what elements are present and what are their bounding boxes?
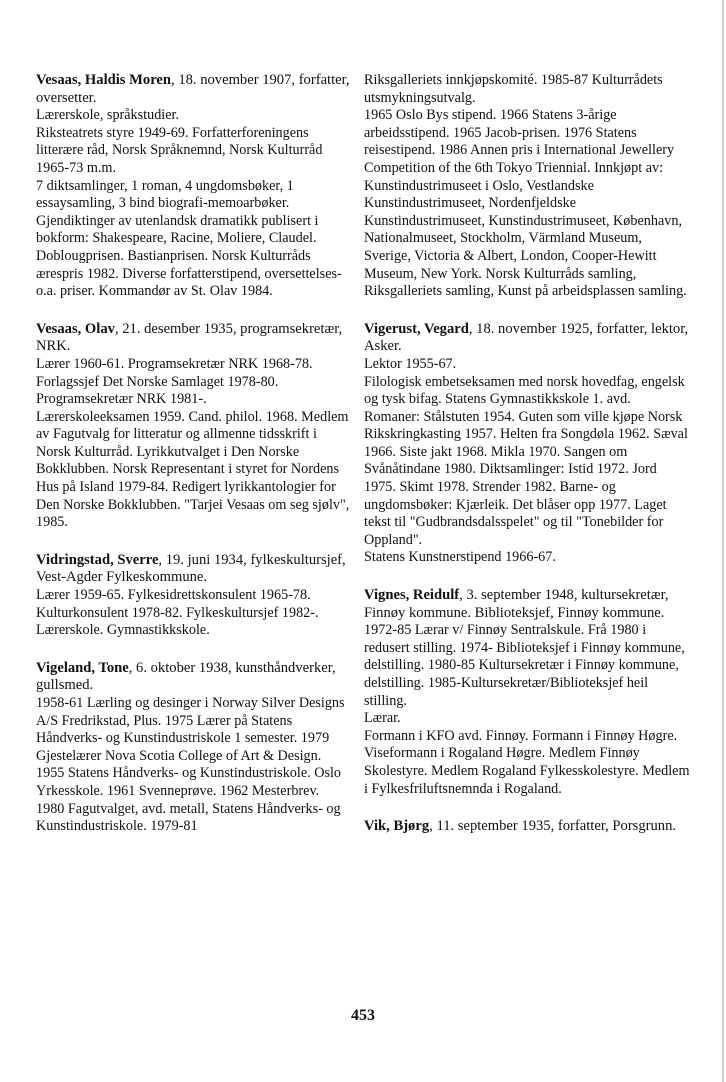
- biography-entry: [36, 321, 354, 532]
- biography-entry: [36, 72, 354, 301]
- person-name: Vigerust, Vegard: [364, 320, 469, 337]
- person-name: Vik, Bjørg: [364, 818, 430, 835]
- biography-entry: [364, 818, 690, 836]
- entry-heading: [364, 818, 690, 836]
- entry-paragraph: Lærerskole. Gymnastikkskole.: [36, 622, 210, 639]
- entry-heading-details: , 6. oktober 1938, kunsthåndverker, gullsmed.: [36, 659, 336, 694]
- entry-paragraph: 7 diktsamlinger, 1 roman, 4 ungdomsbøker, 1 essaysamling, 3 bind biografi-memoarbøker. Gjendiktinger av utenlandsk dramatikk publisert i bokform: Shakespeare, Racine, Moliere, Claudel.: [36, 177, 319, 247]
- entry-heading: [36, 552, 354, 587]
- entry-heading-details: , 18. november 1925, forfatter, lektor, Asker.: [364, 320, 689, 355]
- entry-paragraph: 1955 Statens Håndverks- og Kunstindustriskole. Oslo Yrkesskole. 1961 Svenneprøve. 1962 Mesterbrev.: [36, 765, 342, 799]
- entry-heading-details: , 21. desember 1935, programsekretær, NRK.: [36, 320, 343, 355]
- left-column: [36, 72, 354, 856]
- scan-edge: [722, 0, 724, 1082]
- biography-entry: [36, 552, 354, 640]
- right-column: [364, 72, 690, 856]
- biography-entry: [364, 587, 690, 798]
- biography-entry: [364, 72, 690, 301]
- entry-paragraph: 1972-85 Lærar v/ Finnøy Sentralskule. Frå 1980 i redusert stilling. 1974- Biblioteksjef i Finnøy kommune, delstilling. 1980-85 Kultursekretær i Finnøy kommune, delstilling. 1985-Kultursekretær/Biblioteksjef heil stilling.: [364, 622, 685, 709]
- entry-paragraph: Lærerskoleeksamen 1959. Cand. philol. 1968. Medlem av Fagutvalg for litteratur og allmenne tidsskrift i Norsk Kulturråd. Lyrikkutvalget i Den Norske Bokklubben. Norsk Representant i styret for Nordens Hus på Island 1979-84. Redigert lyrikkantologier for Den Norske Bokklubben. "Tarjei Vesaas om seg sjølv", 1985.: [36, 408, 350, 531]
- entry-paragraph: Riksteatrets styre 1949-69. Forfatterforeningens litterære råd, Norsk Språknemnd, Norsk Kulturråd 1965-73 m.m.: [36, 124, 323, 176]
- entry-paragraph: Statens Kunstnerstipend 1966-67.: [364, 549, 556, 566]
- entry-heading-details: , 3. september 1948, kultursekretær, Finnøy kommune. Biblioteksjef, Finnøy kommune.: [364, 587, 669, 621]
- entry-paragraph: Lærer 1959-65. Fylkesidrettskonsulent 1965-78. Kulturkonsulent 1978-82. Fylkeskultursjef 1982-.: [36, 587, 319, 621]
- entry-paragraph: 1958-61 Lærling og desinger i Norway Silver Designs A/S Fredrikstad, Plus. 1975 Lærer på Statens Håndverks- og Kunstindustriskole 1 semester. 1979 Gjestelærer Nova Scotia College of Art & Design.: [36, 695, 345, 764]
- entry-paragraph: Romaner: Stålstuten 1954. Guten som ville kjøpe Norsk Rikskringkasting 1957. Helten fra Songdøla 1962. Sæval 1966. Siste jakt 1968. Mikla 1970. Sangen om Svånåtindane 1980. Diktsamlinger: Istid 1972. Jord 1975. Skimt 1978. Strender 1982. Barne- og ungdomsbøker: Kjærleik. Det blåser opp 1977. Laget tekst til "Gudbrandsdalsspelet" og til "Tonebilder for Oppland".: [364, 408, 688, 548]
- entry-paragraph: Lærer 1960-61. Programsekretær NRK 1968-78. Forlagssjef Det Norske Samlaget 1978-80. Programsekretær NRK 1981-.: [36, 355, 313, 408]
- entry-heading: [36, 72, 354, 107]
- entry-paragraph: Doblougprisen. Bastianprisen. Norsk Kulturråds ærespris 1982. Diverse forfatterstipend, oversettelses- o.a. priser. Kommandør av St. Olav 1984.: [36, 247, 342, 300]
- page-number: 453: [351, 1007, 375, 1024]
- entry-heading: [364, 321, 690, 356]
- entry-paragraph: Lærar.: [364, 710, 401, 727]
- entry-heading-details: , 18. november 1907, forfatter, oversetter.: [36, 72, 350, 106]
- entry-paragraph: Riksgalleriets innkjøpskomité. 1985-87 Kulturrådets utsmykningsutvalg.: [364, 72, 663, 106]
- entry-paragraph: Filologisk embetseksamen med norsk hovedfag, engelsk og tysk bifag. Statens Gymnastikkskole 1. avd.: [364, 373, 685, 408]
- biography-entry: [364, 321, 690, 567]
- person-name: Vigeland, Tone: [36, 659, 129, 676]
- person-name: Vesaas, Haldis Moren: [36, 72, 172, 88]
- person-name: Vesaas, Olav: [36, 320, 115, 337]
- entry-heading: [364, 587, 690, 622]
- biography-entry: [36, 660, 354, 836]
- person-name: Vignes, Reidulf: [364, 587, 460, 604]
- entry-paragraph: Formann i KFO avd. Finnøy. Formann i Finnøy Høgre. Viseformann i Rogaland Høgre. Medlem Finnøy Skolestyre. Medlem Rogaland Fylkesskolestyre. Medlem i Fylkesfriluftsnemnda i Rogaland.: [364, 727, 690, 797]
- entry-paragraph: 1965 Oslo Bys stipend. 1966 Statens 3-årige arbeidsstipend. 1965 Jacob-prisen. 1976 Statens reisestipend. 1986 Annen pris i International Jewellery Competition of the 6th Tokyo Triennial. Innkjøpt av: Kunstindustrimuseet i Oslo, Vestlandske Kunstindustrimuseet, Nordenfjeldske Kunstindustrimuseet, Kunstindustrimuseet, København, Nationalmuseet, Stockholm, Värmland Museum, Sverige, Victoria & Albert, London, Cooper-Hewitt Museum, New York. Norsk Kulturråds samling, Riksgalleriets samling, Kunst på arbeidsplassen samling.: [364, 107, 687, 300]
- entry-heading: [36, 321, 354, 356]
- entry-heading-details: , 11. september 1935, forfatter, Porsgrunn.: [429, 818, 677, 835]
- entry-paragraph: 1980 Fagutvalget, avd. metall, Statens Håndverks- og Kunstindustriskole. 1979-81: [36, 800, 341, 835]
- entry-heading-details: , 19. juni 1934, fylkeskultursjef, Vest-Agder Fylkeskommune.: [36, 551, 346, 586]
- person-name: Vidringstad, Sverre: [36, 551, 159, 568]
- entry-paragraph: Lærerskole, språkstudier.: [36, 107, 180, 124]
- entry-heading: [36, 660, 354, 695]
- entry-paragraph: Lektor 1955-67.: [364, 355, 457, 372]
